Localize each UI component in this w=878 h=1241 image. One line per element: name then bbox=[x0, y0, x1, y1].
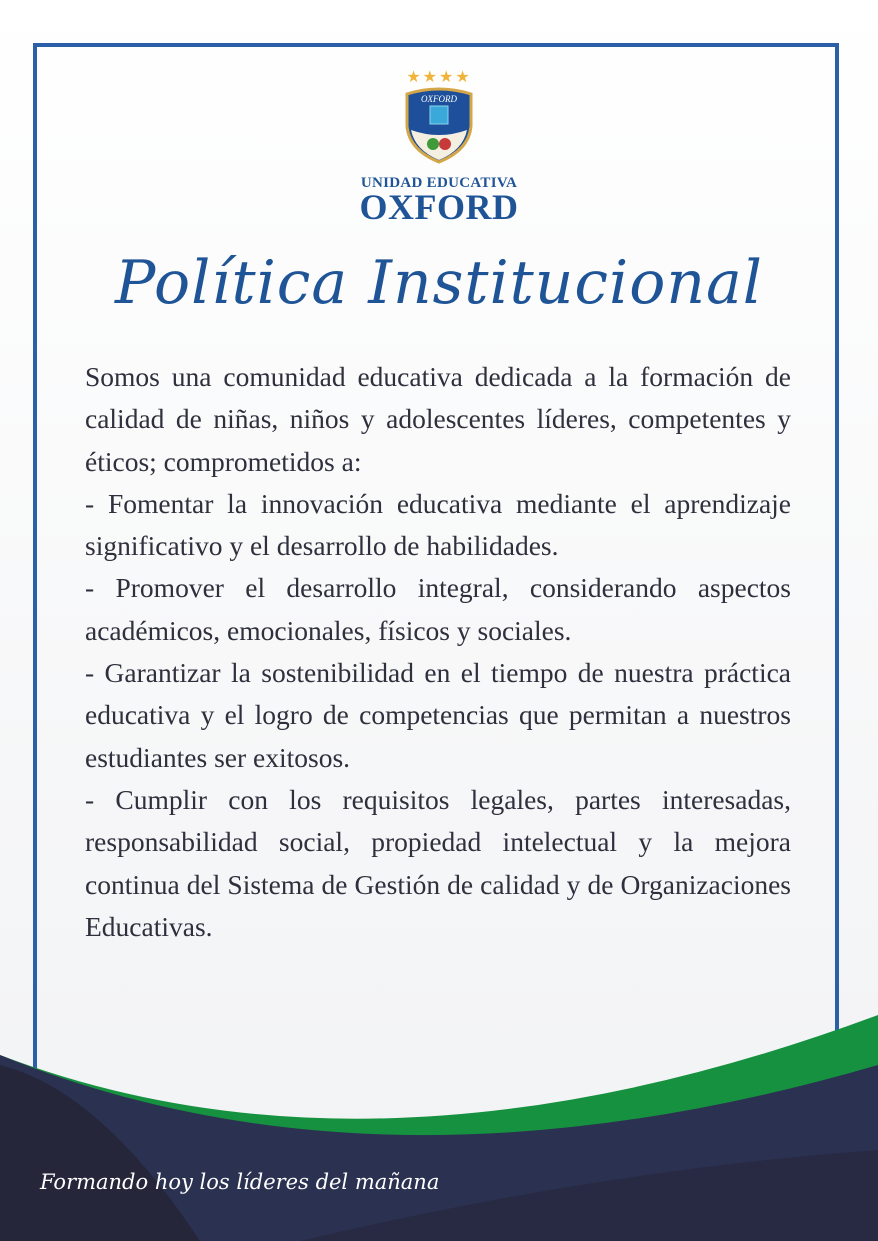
logo-subtitle: UNIDAD EDUCATIVA bbox=[360, 175, 518, 191]
logo-name: OXFORD bbox=[359, 187, 519, 227]
svg-text:OXFORD: OXFORD bbox=[421, 94, 457, 104]
policy-item: - Fomentar la innovación educativa mediante el aprendizaje significativo y el desarrollo de habilidades. bbox=[85, 487, 791, 562]
policy-item: - Promover el desarrollo integral, considerando aspectos académicos, emocionales, físicos y sociales. bbox=[85, 572, 791, 646]
stars-icon: ★★★★ bbox=[406, 69, 472, 86]
intro-paragraph: Somos una comunidad educativa dedicada a la formación de calidad de niñas, niños y adolescentes líderes, competentes y éticos; comprometidos a: bbox=[85, 361, 791, 477]
page-title: Política Institucional bbox=[115, 248, 763, 318]
slogan: Formando hoy los líderes del mañana bbox=[40, 1170, 440, 1194]
policy-item: - Garantizar la sostenibilidad en el tiempo de nuestra práctica educativa y el logro de competencias que permitan a nuestros estudiantes ser exitosos. bbox=[85, 657, 791, 773]
policy-item: - Cumplir con los requisitos legales, partes interesadas, responsabilidad social, propiedad intelectual y la mejora continua del Sistema de Gestión de calidad y de Organizaciones Educativas. bbox=[85, 783, 791, 942]
